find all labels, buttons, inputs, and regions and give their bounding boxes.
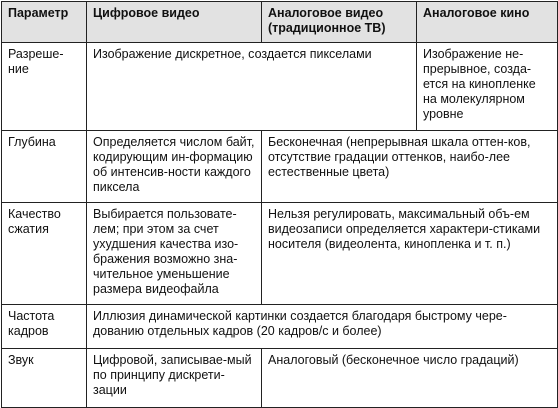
cell-compression-analog: Нельзя регулировать, максимальный объ-ем видеозаписи определяется характери-стиками носителя (видеолента, кинопленка и т. п.) [262, 203, 558, 305]
header-analog-video: Аналоговое видео (традиционное ТВ) [262, 2, 417, 43]
row-label-resolution: Разреше-ние [2, 43, 87, 131]
table-row [2, 131, 558, 203]
header-row [2, 2, 558, 43]
table-row [2, 349, 558, 408]
cell-depth-digital: Определяется числом байт, кодирующим ин-формацию об интенсив-ности каждого пиксела [87, 131, 262, 203]
table-row [2, 305, 558, 349]
table-row [2, 43, 558, 131]
cell-resolution-digital-analog-tv: Изображение дискретное, создается пикселами [87, 43, 417, 131]
header-analog-film: Аналоговое кино [417, 2, 558, 43]
cell-frame-rate-all: Иллюзия динамической картинки создается благодаря быстрому чере-дованию отдельных кадров (20 кадров/с и более) [87, 305, 558, 349]
cell-sound-analog: Аналоговый (бесконечное число градаций) [262, 349, 558, 408]
cell-resolution-film: Изображение не-прерывное, созда-ется на кинопленке на молекулярном уровне [417, 43, 558, 131]
cell-depth-analog: Бесконечная (непрерывная шкала оттен-ков, отсутствие градации оттенков, наибо-лее естественные цвета) [262, 131, 558, 203]
cell-sound-digital: Цифровой, записывае-мый по принципу дискрети-зации [87, 349, 262, 408]
cell-compression-digital: Выбирается пользовате-лем; при этом за счет ухудшения качества изо-бражения возможно зна-чительное уменьшение размера видеофайла [87, 203, 262, 305]
header-digital-video: Цифровое видео [87, 2, 262, 43]
header-parameter: Параметр [2, 2, 87, 43]
row-label-frame-rate: Частота кадров [2, 305, 87, 349]
row-label-sound: Звук [2, 349, 87, 408]
row-label-compression: Качество сжатия [2, 203, 87, 305]
table-row [2, 203, 558, 305]
comparison-table [1, 1, 558, 408]
row-label-depth: Глубина [2, 131, 87, 203]
